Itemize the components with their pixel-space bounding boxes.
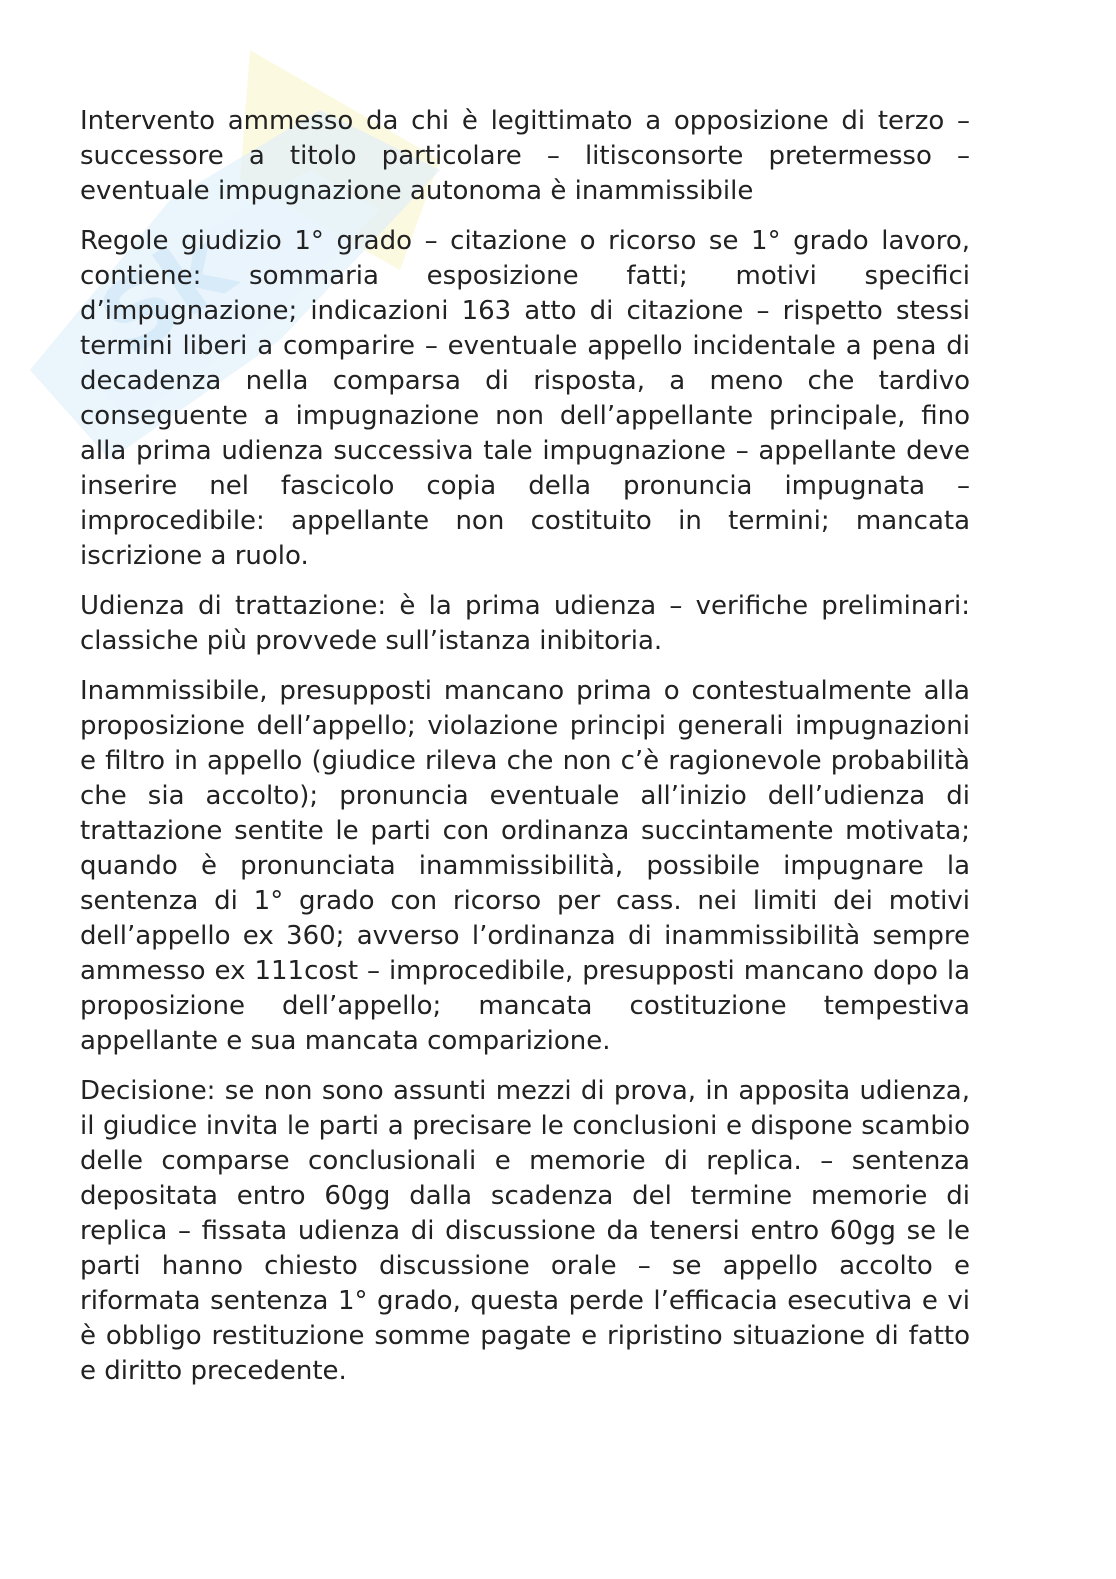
paragraph-regole-giudizio: Regole giudizio 1° grado – citazione o ricorso se 1° grado lavoro, contiene: sommaria esposizione fatti; motivi specifici d’impugnazione; indicazioni 163 atto di citazione – rispetto stessi termini liberi a comparire – eventuale appello incidentale a pena di decadenza nella comparsa di risposta, a meno che tardivo conseguente a impugnazione non dell’appellante principale, fino alla prima udienza successiva tale impugnazione – appellante deve inserire nel fascicolo copia della pronuncia impugnata – improcedibile: appellante non costituito in termini; mancata iscrizione a ruolo. — [80, 226, 970, 571]
paragraph-decisione: Decisione: se non sono assunti mezzi di prova, in apposita udienza, il giudice invita le parti a precisare le conclusioni e dispone scambio delle comparse conclusionali e memorie di replica. – sentenza depositata entro 60gg dalla scadenza del termine memorie di replica – fissata udienza di discussione da tenersi entro 60gg se le parti hanno chiesto discussione orale – se appello accolto e riformata sentenza 1° grado, questa perde l’efficacia esecutiva e vi è obbligo restituzione somme pagate e ripristino situazione di fatto e diritto precedente. — [80, 1076, 970, 1386]
paragraph-inammissibile: Inammissibile, presupposti mancano prima o contestualmente alla proposizione dell’appello; violazione principi generali impugnazioni e filtro in appello (giudice rileva che non c’è ragionevole probabilità che sia accolto); pronuncia eventuale all’inizio dell’udienza di trattazione sentite le parti con ordinanza succintamente motivata; quando è pronunciata inammissibilità, possibile impugnare la sentenza di 1° grado con ricorso per cass. nei limiti dei motivi dell’appello ex 360; avverso l’ordinanza di inammissibilità sempre ammesso ex 111cost – improcedibile, presupposti mancano dopo la proposizione dell’appello; mancata costituzione tempestiva appellante e sua mancata comparizione. — [80, 676, 970, 1056]
paragraph-intervento: Intervento ammesso da chi è legittimato a opposizione di terzo – successore a titolo particolare – litisconsorte pretermesso – eventuale impugnazione autonoma è inammissibile — [80, 106, 970, 206]
document-body — [80, 104, 970, 1404]
paragraph-udienza-trattazione: Udienza di trattazione: è la prima udienza – verifiche preliminari: classiche più provvede sull’istanza inibitoria. — [80, 591, 970, 656]
watermark-text: Sk — [79, 209, 253, 378]
